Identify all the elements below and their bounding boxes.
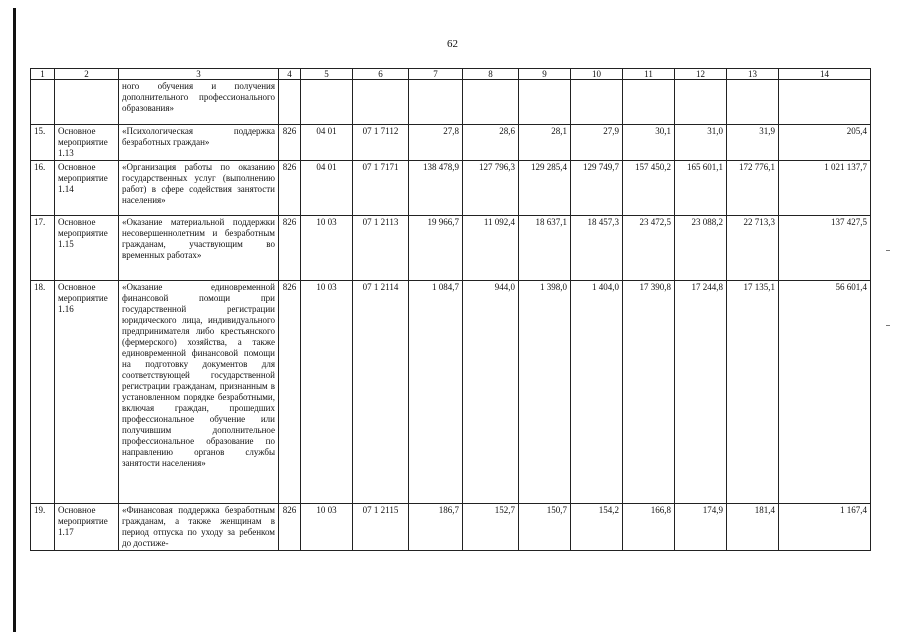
- column-number: 13: [727, 69, 779, 80]
- row-value: 17 390,8: [623, 281, 675, 504]
- column-number: 10: [571, 69, 623, 80]
- table-row: [31, 216, 871, 281]
- row-value: 18 637,1: [519, 216, 571, 281]
- row-value: 154,2: [571, 504, 623, 551]
- table-row: [31, 125, 871, 161]
- row-value: 166,8: [623, 504, 675, 551]
- column-number: 6: [353, 69, 409, 80]
- row-code-6: [353, 80, 409, 125]
- row-value: 157 450,2: [623, 161, 675, 216]
- row-value: [571, 80, 623, 125]
- column-number: 14: [779, 69, 871, 80]
- row-code-6: 07 1 7171: [353, 161, 409, 216]
- row-value: 181,4: [727, 504, 779, 551]
- row-number: 17.: [31, 216, 55, 281]
- row-code-5: 10 03: [301, 504, 353, 551]
- row-code-5: 10 03: [301, 216, 353, 281]
- row-value: 28,1: [519, 125, 571, 161]
- row-total: 1 021 137,7: [779, 161, 871, 216]
- row-value: 17 244,8: [675, 281, 727, 504]
- row-value: [675, 80, 727, 125]
- scan-edge-mark: [886, 250, 890, 251]
- row-value: 150,7: [519, 504, 571, 551]
- row-code-5: 04 01: [301, 125, 353, 161]
- row-number: 19.: [31, 504, 55, 551]
- column-number: 8: [463, 69, 519, 80]
- row-value: 27,9: [571, 125, 623, 161]
- row-code-4: 826: [279, 504, 301, 551]
- row-value: 19 966,7: [409, 216, 463, 281]
- row-code-5: [301, 80, 353, 125]
- row-value: 129 285,4: [519, 161, 571, 216]
- row-value: 152,7: [463, 504, 519, 551]
- scan-left-border: [13, 8, 16, 632]
- column-number: 9: [519, 69, 571, 80]
- row-total: 137 427,5: [779, 216, 871, 281]
- row-value: 944,0: [463, 281, 519, 504]
- column-number: 11: [623, 69, 675, 80]
- row-value: 127 796,3: [463, 161, 519, 216]
- row-value: 1 404,0: [571, 281, 623, 504]
- row-code-5: 04 01: [301, 161, 353, 216]
- column-number: 7: [409, 69, 463, 80]
- row-value: [519, 80, 571, 125]
- table-row: [31, 504, 871, 551]
- row-value: 17 135,1: [727, 281, 779, 504]
- row-description: ного обучения и получения дополнительного профессионального образования»: [119, 80, 279, 125]
- row-value: 31,0: [675, 125, 727, 161]
- row-code-6: 07 1 2115: [353, 504, 409, 551]
- row-code-6: 07 1 2114: [353, 281, 409, 504]
- row-value: 1 398,0: [519, 281, 571, 504]
- table-row: [31, 281, 871, 504]
- row-description: «Оказание материальной поддержки несовершеннолетним и безработным гражданам, участвующим во временных работах»: [119, 216, 279, 281]
- row-value: 18 457,3: [571, 216, 623, 281]
- row-value: 31,9: [727, 125, 779, 161]
- row-type: Основное мероприятие 1.13: [55, 125, 119, 161]
- table-row: [31, 161, 871, 216]
- row-number: 18.: [31, 281, 55, 504]
- row-number: [31, 80, 55, 125]
- row-type: Основное мероприятие 1.14: [55, 161, 119, 216]
- row-total: 1 167,4: [779, 504, 871, 551]
- row-code-4: 826: [279, 216, 301, 281]
- row-code-5: 10 03: [301, 281, 353, 504]
- row-description: «Психологическая поддержка безработных граждан»: [119, 125, 279, 161]
- row-value: 22 713,3: [727, 216, 779, 281]
- column-number: 5: [301, 69, 353, 80]
- row-description: «Организация работы по оказанию государственных услуг (выполнению работ) в сфере содействия занятости населения»: [119, 161, 279, 216]
- row-value: 186,7: [409, 504, 463, 551]
- row-value: 30,1: [623, 125, 675, 161]
- row-code-4: 826: [279, 125, 301, 161]
- row-total: 205,4: [779, 125, 871, 161]
- row-value: 23 472,5: [623, 216, 675, 281]
- row-type: Основное мероприятие 1.16: [55, 281, 119, 504]
- row-total: 56 601,4: [779, 281, 871, 504]
- row-code-4: 826: [279, 161, 301, 216]
- row-type: Основное мероприятие 1.17: [55, 504, 119, 551]
- row-value: 27,8: [409, 125, 463, 161]
- row-value: [409, 80, 463, 125]
- column-number: 4: [279, 69, 301, 80]
- row-code-6: 07 1 2113: [353, 216, 409, 281]
- budget-table: [30, 68, 871, 551]
- row-value: 172 776,1: [727, 161, 779, 216]
- row-value: [623, 80, 675, 125]
- row-value: 138 478,9: [409, 161, 463, 216]
- row-value: 174,9: [675, 504, 727, 551]
- row-value: [727, 80, 779, 125]
- row-code-6: 07 1 7112: [353, 125, 409, 161]
- row-description: «Финансовая поддержка безработным гражданам, а также женщинам в период отпуска по уходу за ребенком до достиже-: [119, 504, 279, 551]
- scan-edge-mark: [886, 325, 890, 326]
- row-value: [463, 80, 519, 125]
- column-number: 3: [119, 69, 279, 80]
- page-number: 62: [447, 38, 458, 50]
- column-number: 12: [675, 69, 727, 80]
- column-number-row: [31, 69, 871, 80]
- row-value: 23 088,2: [675, 216, 727, 281]
- row-type: [55, 80, 119, 125]
- row-value: 11 092,4: [463, 216, 519, 281]
- row-value: 129 749,7: [571, 161, 623, 216]
- row-value: 1 084,7: [409, 281, 463, 504]
- row-number: 15.: [31, 125, 55, 161]
- row-total: [779, 80, 871, 125]
- row-value: 165 601,1: [675, 161, 727, 216]
- column-number: 2: [55, 69, 119, 80]
- row-value: 28,6: [463, 125, 519, 161]
- row-type: Основное мероприятие 1.15: [55, 216, 119, 281]
- row-number: 16.: [31, 161, 55, 216]
- column-number: 1: [31, 69, 55, 80]
- row-code-4: 826: [279, 281, 301, 504]
- row-code-4: [279, 80, 301, 125]
- row-description: «Оказание единовременной финансовой помощи при государственной регистрации юридического лица, индивидуального предпринимателя либо крестьянского (фермерского) хозяйства, а также единовременной финансовой помощи на подготовку документов для соответствующей государственной регистрации гражданам, признанным в установленном порядке безработными, включая граждан, прошедших профессиональное обучение или получившим дополнительное профессиональное образование по направлению органов службы занятости населения»: [119, 281, 279, 504]
- table-row: [31, 80, 871, 125]
